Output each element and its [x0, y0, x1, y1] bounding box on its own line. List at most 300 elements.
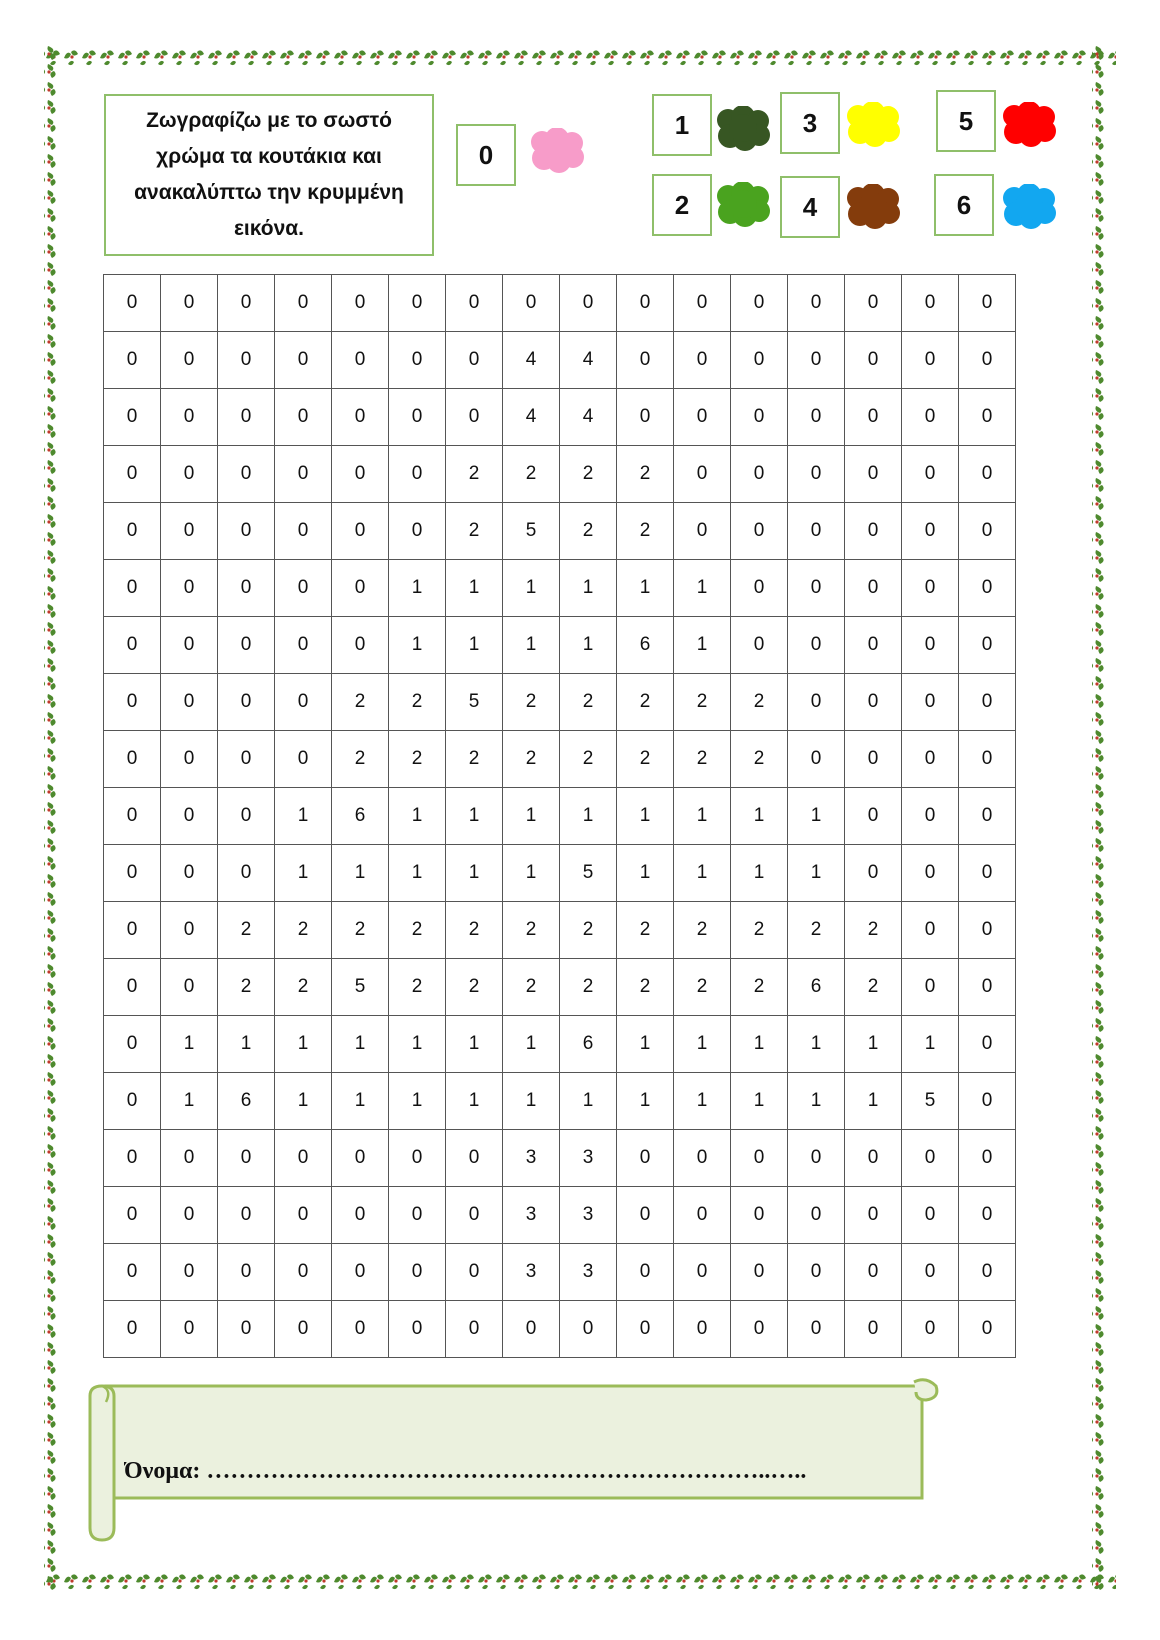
grid-cell[interactable]: 2 [389, 959, 446, 1016]
grid-cell[interactable]: 0 [104, 1130, 161, 1187]
grid-cell[interactable]: 0 [902, 617, 959, 674]
grid-cell[interactable]: 0 [332, 560, 389, 617]
grid-cell[interactable]: 0 [617, 1187, 674, 1244]
grid-cell[interactable]: 0 [161, 959, 218, 1016]
grid-cell[interactable]: 0 [446, 332, 503, 389]
grid-cell[interactable]: 0 [617, 1301, 674, 1358]
grid-cell[interactable]: 0 [560, 1301, 617, 1358]
grid-cell[interactable]: 0 [617, 1130, 674, 1187]
grid-cell[interactable]: 0 [845, 674, 902, 731]
grid-cell[interactable]: 4 [503, 332, 560, 389]
grid-cell[interactable]: 0 [218, 1130, 275, 1187]
grid-cell[interactable]: 0 [788, 560, 845, 617]
grid-cell[interactable]: 5 [332, 959, 389, 1016]
grid-cell[interactable]: 0 [845, 788, 902, 845]
grid-cell[interactable]: 1 [389, 1016, 446, 1073]
grid-cell[interactable]: 0 [332, 1301, 389, 1358]
grid-cell[interactable]: 1 [788, 1016, 845, 1073]
grid-cell[interactable]: 0 [845, 1130, 902, 1187]
grid-cell[interactable]: 0 [503, 275, 560, 332]
grid-cell[interactable]: 1 [617, 560, 674, 617]
grid-cell[interactable]: 0 [275, 674, 332, 731]
grid-cell[interactable]: 2 [389, 902, 446, 959]
grid-cell[interactable]: 6 [617, 617, 674, 674]
grid-cell[interactable]: 1 [389, 788, 446, 845]
grid-cell[interactable]: 4 [560, 332, 617, 389]
grid-cell[interactable]: 0 [674, 503, 731, 560]
grid-cell[interactable]: 0 [902, 332, 959, 389]
grid-cell[interactable]: 1 [446, 845, 503, 902]
grid-cell[interactable]: 2 [218, 959, 275, 1016]
grid-cell[interactable]: 0 [674, 1301, 731, 1358]
grid-cell[interactable]: 0 [845, 731, 902, 788]
grid-cell[interactable]: 0 [674, 1244, 731, 1301]
grid-cell[interactable]: 2 [446, 503, 503, 560]
grid-cell[interactable]: 1 [503, 617, 560, 674]
grid-cell[interactable]: 0 [674, 389, 731, 446]
grid-cell[interactable]: 0 [788, 332, 845, 389]
grid-cell[interactable]: 0 [104, 674, 161, 731]
grid-cell[interactable]: 1 [617, 788, 674, 845]
grid-cell[interactable]: 0 [959, 1130, 1016, 1187]
grid-cell[interactable]: 0 [161, 275, 218, 332]
grid-cell[interactable]: 0 [104, 845, 161, 902]
grid-cell[interactable]: 0 [104, 446, 161, 503]
grid-cell[interactable]: 2 [731, 731, 788, 788]
grid-cell[interactable]: 0 [788, 1244, 845, 1301]
grid-cell[interactable]: 0 [731, 1187, 788, 1244]
grid-cell[interactable]: 0 [161, 446, 218, 503]
grid-cell[interactable]: 2 [218, 902, 275, 959]
grid-cell[interactable]: 0 [845, 1244, 902, 1301]
grid-cell[interactable]: 1 [389, 560, 446, 617]
grid-cell[interactable]: 1 [161, 1073, 218, 1130]
grid-cell[interactable]: 0 [161, 503, 218, 560]
grid-cell[interactable]: 2 [674, 902, 731, 959]
grid-cell[interactable]: 0 [218, 446, 275, 503]
grid-cell[interactable]: 0 [674, 446, 731, 503]
grid-cell[interactable]: 0 [788, 1187, 845, 1244]
grid-cell[interactable]: 2 [560, 674, 617, 731]
grid-cell[interactable]: 2 [617, 503, 674, 560]
grid-cell[interactable]: 0 [389, 1301, 446, 1358]
grid-cell[interactable]: 0 [161, 617, 218, 674]
grid-cell[interactable]: 0 [902, 1301, 959, 1358]
grid-cell[interactable]: 1 [275, 1016, 332, 1073]
grid-cell[interactable]: 0 [218, 389, 275, 446]
grid-cell[interactable]: 0 [902, 1244, 959, 1301]
grid-cell[interactable]: 0 [845, 560, 902, 617]
grid-cell[interactable]: 1 [332, 845, 389, 902]
grid-cell[interactable]: 0 [959, 503, 1016, 560]
grid-cell[interactable]: 0 [332, 1130, 389, 1187]
grid-cell[interactable]: 0 [902, 731, 959, 788]
grid-cell[interactable]: 0 [788, 446, 845, 503]
grid-cell[interactable]: 1 [731, 788, 788, 845]
grid-cell[interactable]: 1 [560, 1073, 617, 1130]
grid-cell[interactable]: 0 [104, 503, 161, 560]
grid-cell[interactable]: 0 [161, 788, 218, 845]
grid-cell[interactable]: 0 [959, 731, 1016, 788]
grid-cell[interactable]: 5 [902, 1073, 959, 1130]
grid-cell[interactable]: 0 [788, 674, 845, 731]
grid-cell[interactable]: 0 [104, 1244, 161, 1301]
grid-cell[interactable]: 3 [503, 1130, 560, 1187]
grid-cell[interactable]: 0 [845, 617, 902, 674]
grid-cell[interactable]: 2 [332, 674, 389, 731]
grid-cell[interactable]: 0 [389, 1130, 446, 1187]
grid-cell[interactable]: 1 [560, 788, 617, 845]
grid-cell[interactable]: 1 [446, 1016, 503, 1073]
grid-cell[interactable]: 0 [731, 332, 788, 389]
grid-cell[interactable]: 0 [389, 332, 446, 389]
grid-cell[interactable]: 0 [218, 332, 275, 389]
grid-cell[interactable]: 0 [161, 1244, 218, 1301]
grid-cell[interactable]: 3 [560, 1130, 617, 1187]
grid-cell[interactable]: 0 [389, 446, 446, 503]
grid-cell[interactable]: 1 [674, 1073, 731, 1130]
grid-cell[interactable]: 0 [731, 617, 788, 674]
grid-cell[interactable]: 0 [104, 959, 161, 1016]
grid-cell[interactable]: 0 [959, 617, 1016, 674]
grid-cell[interactable]: 0 [332, 503, 389, 560]
grid-cell[interactable]: 2 [560, 731, 617, 788]
grid-cell[interactable]: 1 [845, 1073, 902, 1130]
grid-cell[interactable]: 0 [959, 332, 1016, 389]
grid-cell[interactable]: 0 [218, 1187, 275, 1244]
grid-cell[interactable]: 0 [845, 446, 902, 503]
grid-cell[interactable]: 2 [560, 902, 617, 959]
grid-cell[interactable]: 0 [446, 1301, 503, 1358]
grid-cell[interactable]: 0 [161, 1130, 218, 1187]
grid-cell[interactable]: 0 [332, 275, 389, 332]
grid-cell[interactable]: 0 [218, 617, 275, 674]
grid-cell[interactable]: 0 [161, 1187, 218, 1244]
grid-cell[interactable]: 0 [902, 902, 959, 959]
grid-cell[interactable]: 0 [218, 674, 275, 731]
grid-cell[interactable]: 1 [446, 617, 503, 674]
grid-cell[interactable]: 0 [389, 389, 446, 446]
grid-cell[interactable]: 2 [446, 959, 503, 1016]
grid-cell[interactable]: 2 [560, 503, 617, 560]
grid-cell[interactable]: 0 [902, 845, 959, 902]
grid-cell[interactable]: 0 [389, 1244, 446, 1301]
grid-cell[interactable]: 1 [731, 845, 788, 902]
grid-cell[interactable]: 0 [503, 1301, 560, 1358]
grid-cell[interactable]: 6 [218, 1073, 275, 1130]
grid-cell[interactable]: 0 [845, 389, 902, 446]
grid-cell[interactable]: 1 [503, 1073, 560, 1130]
grid-cell[interactable]: 0 [959, 1073, 1016, 1130]
grid-cell[interactable]: 1 [731, 1016, 788, 1073]
grid-cell[interactable]: 0 [275, 1244, 332, 1301]
grid-cell[interactable]: 1 [275, 1073, 332, 1130]
grid-cell[interactable]: 0 [332, 617, 389, 674]
grid-cell[interactable]: 6 [560, 1016, 617, 1073]
grid-cell[interactable]: 1 [389, 845, 446, 902]
grid-cell[interactable]: 0 [731, 1244, 788, 1301]
grid-cell[interactable]: 1 [845, 1016, 902, 1073]
grid-cell[interactable]: 0 [959, 1016, 1016, 1073]
grid-cell[interactable]: 0 [161, 731, 218, 788]
grid-cell[interactable]: 0 [446, 1244, 503, 1301]
grid-cell[interactable]: 0 [902, 788, 959, 845]
grid-cell[interactable]: 0 [104, 332, 161, 389]
grid-cell[interactable]: 2 [332, 731, 389, 788]
grid-cell[interactable]: 2 [446, 902, 503, 959]
grid-cell[interactable]: 6 [332, 788, 389, 845]
grid-cell[interactable]: 0 [731, 389, 788, 446]
grid-cell[interactable]: 3 [560, 1187, 617, 1244]
grid-cell[interactable]: 0 [161, 560, 218, 617]
grid-cell[interactable]: 1 [788, 845, 845, 902]
grid-cell[interactable]: 0 [218, 731, 275, 788]
grid-cell[interactable]: 2 [674, 674, 731, 731]
grid-cell[interactable]: 1 [560, 560, 617, 617]
grid-cell[interactable]: 0 [104, 1301, 161, 1358]
grid-cell[interactable]: 2 [731, 959, 788, 1016]
grid-cell[interactable]: 0 [731, 1130, 788, 1187]
grid-cell[interactable]: 0 [389, 275, 446, 332]
grid-cell[interactable]: 0 [104, 731, 161, 788]
grid-cell[interactable]: 0 [275, 731, 332, 788]
grid-cell[interactable]: 0 [218, 560, 275, 617]
grid-cell[interactable]: 0 [275, 560, 332, 617]
grid-cell[interactable]: 1 [275, 845, 332, 902]
grid-cell[interactable]: 0 [275, 617, 332, 674]
grid-cell[interactable]: 0 [161, 389, 218, 446]
grid-cell[interactable]: 0 [104, 617, 161, 674]
grid-cell[interactable]: 2 [503, 674, 560, 731]
grid-cell[interactable]: 4 [560, 389, 617, 446]
grid-cell[interactable]: 1 [902, 1016, 959, 1073]
grid-cell[interactable]: 0 [275, 389, 332, 446]
grid-cell[interactable]: 1 [674, 560, 731, 617]
grid-cell[interactable]: 0 [788, 1301, 845, 1358]
grid-cell[interactable]: 0 [674, 1187, 731, 1244]
grid-cell[interactable]: 0 [104, 389, 161, 446]
grid-cell[interactable]: 0 [959, 902, 1016, 959]
grid-cell[interactable]: 0 [902, 1187, 959, 1244]
grid-cell[interactable]: 0 [845, 1187, 902, 1244]
grid-cell[interactable]: 2 [446, 731, 503, 788]
grid-cell[interactable]: 0 [104, 1187, 161, 1244]
grid-cell[interactable]: 2 [503, 446, 560, 503]
grid-cell[interactable]: 0 [959, 959, 1016, 1016]
grid-cell[interactable]: 2 [845, 959, 902, 1016]
grid-cell[interactable]: 0 [161, 674, 218, 731]
grid-cell[interactable]: 0 [560, 275, 617, 332]
grid-cell[interactable]: 0 [218, 503, 275, 560]
grid-cell[interactable]: 0 [104, 788, 161, 845]
grid-cell[interactable]: 0 [332, 446, 389, 503]
grid-cell[interactable]: 1 [617, 1016, 674, 1073]
grid-cell[interactable]: 0 [218, 1301, 275, 1358]
grid-cell[interactable]: 0 [731, 503, 788, 560]
grid-cell[interactable]: 6 [788, 959, 845, 1016]
grid-cell[interactable]: 0 [674, 275, 731, 332]
grid-cell[interactable]: 2 [560, 446, 617, 503]
grid-cell[interactable]: 0 [332, 1244, 389, 1301]
grid-cell[interactable]: 0 [845, 1301, 902, 1358]
grid-cell[interactable]: 0 [617, 332, 674, 389]
grid-cell[interactable]: 0 [788, 617, 845, 674]
grid-cell[interactable]: 1 [446, 788, 503, 845]
grid-cell[interactable]: 0 [959, 788, 1016, 845]
grid-cell[interactable]: 0 [389, 1187, 446, 1244]
grid-cell[interactable]: 4 [503, 389, 560, 446]
grid-cell[interactable]: 1 [275, 788, 332, 845]
grid-cell[interactable]: 1 [332, 1016, 389, 1073]
grid-cell[interactable]: 0 [275, 1130, 332, 1187]
grid-cell[interactable]: 1 [161, 1016, 218, 1073]
grid-cell[interactable]: 0 [902, 389, 959, 446]
grid-cell[interactable]: 0 [959, 275, 1016, 332]
grid-cell[interactable]: 1 [674, 788, 731, 845]
grid-cell[interactable]: 0 [617, 389, 674, 446]
grid-cell[interactable]: 1 [218, 1016, 275, 1073]
grid-cell[interactable]: 2 [503, 902, 560, 959]
grid-cell[interactable]: 0 [845, 275, 902, 332]
grid-cell[interactable]: 2 [731, 902, 788, 959]
grid-cell[interactable]: 5 [503, 503, 560, 560]
grid-cell[interactable]: 2 [503, 959, 560, 1016]
grid-cell[interactable]: 2 [503, 731, 560, 788]
grid-cell[interactable]: 1 [617, 845, 674, 902]
grid-cell[interactable]: 2 [788, 902, 845, 959]
grid-cell[interactable]: 1 [503, 845, 560, 902]
grid-cell[interactable]: 0 [959, 1187, 1016, 1244]
grid-cell[interactable]: 1 [674, 1016, 731, 1073]
grid-cell[interactable]: 0 [674, 1130, 731, 1187]
grid-cell[interactable]: 1 [731, 1073, 788, 1130]
grid-cell[interactable]: 2 [560, 959, 617, 1016]
grid-cell[interactable]: 1 [446, 560, 503, 617]
grid-cell[interactable]: 0 [446, 1130, 503, 1187]
grid-cell[interactable]: 5 [446, 674, 503, 731]
grid-cell[interactable]: 0 [275, 1187, 332, 1244]
grid-cell[interactable]: 1 [503, 1016, 560, 1073]
grid-cell[interactable]: 0 [788, 731, 845, 788]
grid-cell[interactable]: 0 [161, 332, 218, 389]
grid-cell[interactable]: 0 [902, 674, 959, 731]
grid-cell[interactable]: 0 [788, 503, 845, 560]
grid-cell[interactable]: 1 [788, 788, 845, 845]
grid-cell[interactable]: 0 [902, 275, 959, 332]
grid-cell[interactable]: 0 [275, 446, 332, 503]
grid-cell[interactable]: 0 [332, 1187, 389, 1244]
grid-cell[interactable]: 1 [503, 788, 560, 845]
grid-cell[interactable]: 0 [332, 332, 389, 389]
grid-cell[interactable]: 2 [617, 902, 674, 959]
grid-cell[interactable]: 0 [389, 503, 446, 560]
grid-cell[interactable]: 1 [389, 617, 446, 674]
grid-cell[interactable]: 0 [104, 560, 161, 617]
grid-cell[interactable]: 0 [275, 1301, 332, 1358]
grid-cell[interactable]: 0 [104, 1016, 161, 1073]
grid-cell[interactable]: 0 [845, 332, 902, 389]
grid-cell[interactable]: 0 [731, 1301, 788, 1358]
grid-cell[interactable]: 0 [218, 275, 275, 332]
grid-cell[interactable]: 0 [275, 275, 332, 332]
grid-cell[interactable]: 0 [218, 845, 275, 902]
grid-cell[interactable]: 0 [104, 275, 161, 332]
grid-cell[interactable]: 1 [560, 617, 617, 674]
grid-cell[interactable]: 0 [731, 446, 788, 503]
grid-cell[interactable]: 0 [275, 332, 332, 389]
grid-cell[interactable]: 0 [845, 503, 902, 560]
grid-cell[interactable]: 0 [104, 1073, 161, 1130]
grid-cell[interactable]: 1 [674, 617, 731, 674]
grid-cell[interactable]: 1 [332, 1073, 389, 1130]
grid-cell[interactable]: 2 [275, 959, 332, 1016]
grid-cell[interactable]: 2 [845, 902, 902, 959]
grid-cell[interactable]: 0 [845, 845, 902, 902]
grid-cell[interactable]: 0 [617, 275, 674, 332]
grid-cell[interactable]: 0 [104, 902, 161, 959]
grid-cell[interactable]: 0 [902, 446, 959, 503]
grid-cell[interactable]: 2 [674, 959, 731, 1016]
grid-cell[interactable]: 3 [560, 1244, 617, 1301]
grid-cell[interactable]: 0 [959, 674, 1016, 731]
grid-cell[interactable]: 0 [161, 1301, 218, 1358]
grid-cell[interactable]: 2 [389, 674, 446, 731]
grid-cell[interactable]: 0 [332, 389, 389, 446]
grid-cell[interactable]: 2 [731, 674, 788, 731]
grid-cell[interactable]: 0 [161, 902, 218, 959]
grid-cell[interactable]: 0 [218, 1244, 275, 1301]
grid-cell[interactable]: 1 [389, 1073, 446, 1130]
grid-cell[interactable]: 2 [617, 731, 674, 788]
grid-cell[interactable]: 0 [446, 1187, 503, 1244]
grid-cell[interactable]: 1 [617, 1073, 674, 1130]
grid-cell[interactable]: 3 [503, 1187, 560, 1244]
grid-cell[interactable]: 0 [902, 959, 959, 1016]
grid-cell[interactable]: 0 [731, 560, 788, 617]
grid-cell[interactable]: 1 [446, 1073, 503, 1130]
grid-cell[interactable]: 1 [503, 560, 560, 617]
grid-cell[interactable]: 1 [788, 1073, 845, 1130]
grid-cell[interactable]: 0 [674, 332, 731, 389]
grid-cell[interactable]: 2 [617, 446, 674, 503]
grid-cell[interactable]: 0 [218, 788, 275, 845]
grid-cell[interactable]: 2 [674, 731, 731, 788]
grid-cell[interactable]: 0 [902, 1130, 959, 1187]
grid-cell[interactable]: 2 [389, 731, 446, 788]
grid-cell[interactable]: 0 [959, 1244, 1016, 1301]
grid-cell[interactable]: 0 [788, 1130, 845, 1187]
grid-cell[interactable]: 0 [959, 446, 1016, 503]
grid-cell[interactable]: 0 [902, 560, 959, 617]
grid-cell[interactable]: 1 [674, 845, 731, 902]
grid-cell[interactable]: 0 [959, 845, 1016, 902]
grid-cell[interactable]: 0 [446, 275, 503, 332]
grid-cell[interactable]: 0 [731, 275, 788, 332]
grid-cell[interactable]: 0 [959, 1301, 1016, 1358]
grid-cell[interactable]: 2 [617, 674, 674, 731]
grid-cell[interactable]: 0 [902, 503, 959, 560]
grid-cell[interactable]: 0 [446, 389, 503, 446]
grid-cell[interactable]: 0 [617, 1244, 674, 1301]
grid-cell[interactable]: 2 [275, 902, 332, 959]
grid-cell[interactable]: 2 [446, 446, 503, 503]
grid-cell[interactable]: 0 [788, 389, 845, 446]
grid-cell[interactable]: 0 [959, 389, 1016, 446]
grid-cell[interactable]: 0 [788, 275, 845, 332]
grid-cell[interactable]: 0 [161, 845, 218, 902]
grid-cell[interactable]: 0 [959, 560, 1016, 617]
grid-cell[interactable]: 2 [332, 902, 389, 959]
